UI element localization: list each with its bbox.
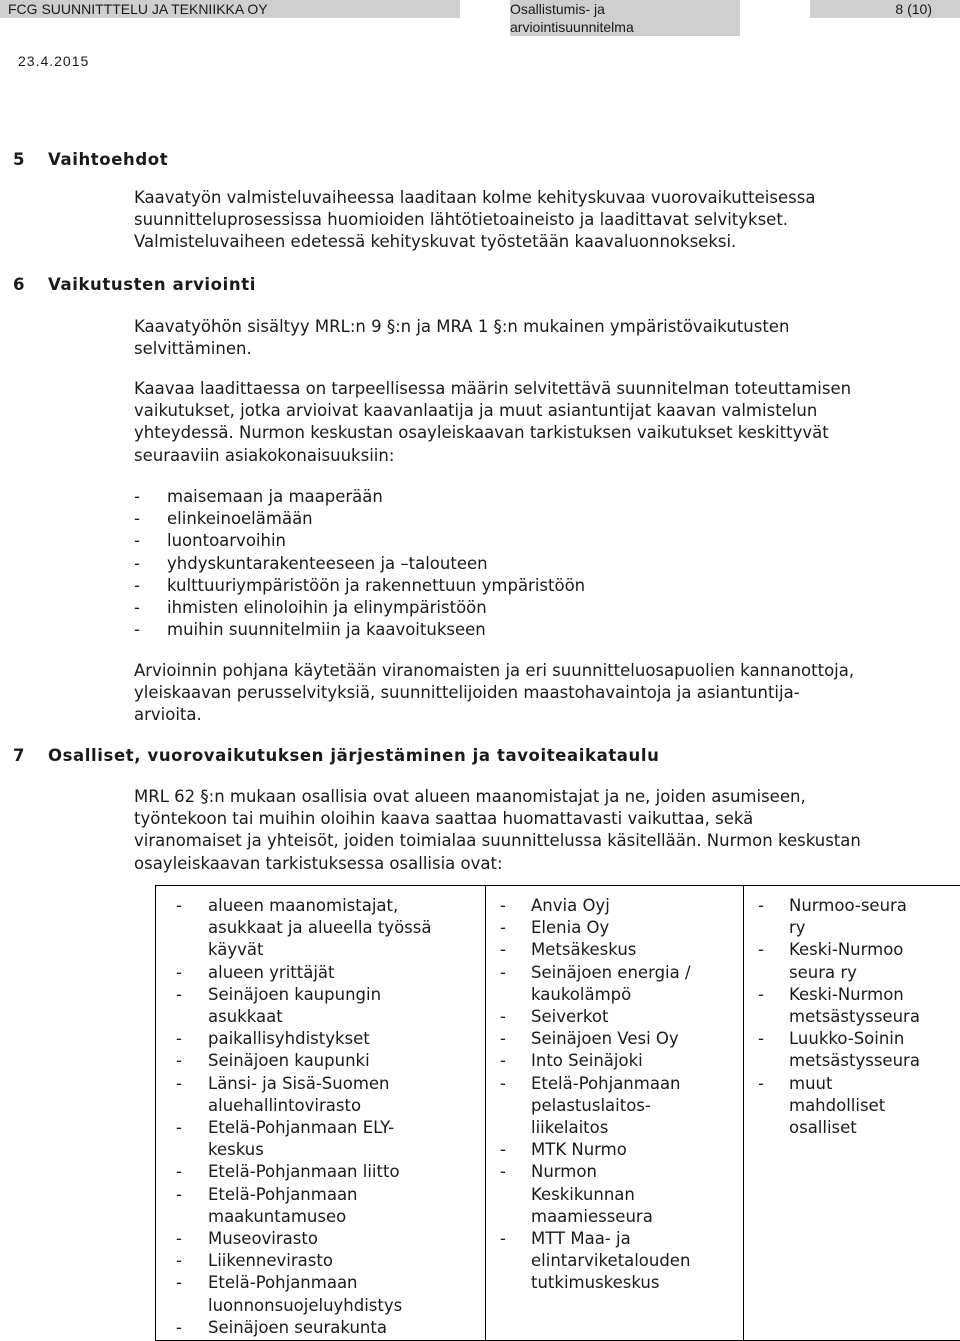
stakeholder-text-line: Keskikunnan [531,1184,635,1204]
list-dash: - [500,1140,506,1160]
stakeholder-text-line: Seinäjoen kaupungin [208,984,382,1004]
section-title: Vaikutusten arviointi [48,275,256,294]
text-line: Arvioinnin pohjana käytetään viranomaisten ja eri suunnitteluosapuolien kannanottoja, [134,661,855,680]
stakeholder-text-line: Keski-Nurmon [789,984,904,1004]
stakeholder-item [486,1161,743,1228]
stakeholder-text-line: Seinäjoen kaupunki [208,1051,370,1071]
impact-areas-list [134,486,585,641]
list-dash: - [134,598,140,618]
stakeholder-item [486,1050,743,1072]
stakeholder-text-line: Nurmon [531,1162,597,1182]
section-6-paragraph-2 [134,378,954,467]
list-dash: - [176,1229,182,1249]
stakeholders-list [156,886,485,1339]
list-dash: - [500,896,506,915]
list-dash: - [500,918,506,938]
stakeholders-column-3 [744,886,960,1340]
list-dash: - [758,984,764,1004]
list-dash: - [176,1051,182,1071]
list-item [134,597,585,619]
list-item-text: luontoarvoihin [167,531,286,551]
stakeholder-text-line: elintarviketalouden [531,1251,691,1271]
list-dash: - [500,1029,506,1049]
list-item-text: maisemaan ja maaperään [167,487,383,506]
stakeholder-item [156,1317,485,1339]
list-item [134,553,585,575]
stakeholder-text-line: asukkaat [208,1007,283,1027]
list-dash: - [176,1251,182,1271]
stakeholder-item [486,1028,743,1050]
stakeholder-text-line: maakuntamuseo [208,1206,347,1226]
stakeholder-item [744,895,960,939]
stakeholders-column-2 [486,886,744,1340]
stakeholder-text-line: mahdolliset [789,1095,886,1115]
section-number: 5 [13,150,26,169]
stakeholder-text-line: kaukolämpö [531,984,632,1004]
list-item [134,508,585,530]
stakeholder-item [486,1073,743,1140]
stakeholders-list [486,886,743,1295]
stakeholder-item [486,1228,743,1295]
list-dash: - [134,531,140,551]
list-dash: - [176,1118,182,1138]
stakeholder-item [486,917,743,939]
stakeholder-text-line: MTK Nurmo [531,1140,627,1160]
header-doc-title [510,0,740,36]
stakeholder-item [744,939,960,983]
stakeholder-item [156,1250,485,1272]
stakeholder-text-line: liikelaitos [531,1118,609,1138]
section-number: 7 [13,746,26,765]
list-dash: - [176,1273,182,1293]
section-7-heading [13,746,660,765]
list-item-text: kulttuuriympäristöön ja rakennettuun ympäristöön [167,575,586,595]
text-line: työntekoon tai muihin oloihin kaava saattaa huomattavasti vaikuttaa, sekä [134,809,754,829]
text-line: Kaavatyön valmisteluvaiheessa laaditaan kolme kehityskuvaa vuorovaikutteisessa [134,188,816,207]
header-doc-title-line: Osallistumis- ja [510,1,605,17]
text-line: Kaavaa laadittaessa on tarpeellisessa määrin selvitettävä suunnitelman toteuttamisen [134,379,852,398]
section-5-heading [13,150,168,169]
stakeholder-text-line: asukkaat ja alueella työssä [208,918,432,938]
stakeholders-table [155,885,960,1341]
section-7-paragraph [134,786,954,875]
text-line: selvittäminen. [134,339,252,359]
stakeholder-text-line: paikallisyhdistykset [208,1029,370,1049]
stakeholder-text-line: Metsäkeskus [531,940,637,960]
list-dash: - [176,1162,182,1182]
stakeholder-text-line: keskus [208,1140,264,1160]
stakeholder-text-line: Museovirasto [208,1229,318,1249]
text-line: viranomaiset ja yhteisöt, joiden toimialaa suunnittelussa käsitellään. Nurmon keskustan [134,831,861,851]
text-line: yhteydessä. Nurmon keskustan osayleiskaavan tarkistuksen vaikutukset keskittyvät [134,423,829,443]
list-dash: - [500,1162,506,1182]
list-item-text: ihmisten elinoloihin ja elinympäristöön [167,598,487,618]
stakeholder-text-line: Etelä-Pohjanmaan ELY- [208,1118,395,1138]
list-dash: - [134,487,140,506]
stakeholder-text-line: Etelä-Pohjanmaan [531,1073,681,1093]
stakeholder-item [486,895,743,917]
list-item-text: muihin suunnitelmiin ja kaavoitukseen [167,620,486,640]
text-line: seuraaviin asiakokonaisuuksiin: [134,445,395,465]
stakeholder-text-line: Seinäjoen seurakunta [208,1317,387,1337]
text-line: vaikutukset, jotka arvioivat kaavanlaatija ja muut asiantuntijat kaavan valmistelun [134,401,818,421]
stakeholder-text-line: maamiesseura [531,1206,653,1226]
text-line: suunnitteluprosessissa huomioiden lähtötietoaineisto ja laadittavat selvitykset. [134,210,789,230]
list-dash: - [134,509,140,529]
stakeholder-text-line: muut [789,1073,833,1093]
stakeholder-item [486,962,743,1006]
stakeholder-text-line: Nurmoo-seura [789,896,907,915]
stakeholder-item [486,939,743,961]
list-item [134,575,585,597]
section-title: Vaihtoehdot [48,150,169,169]
list-item [134,530,585,552]
stakeholder-text-line: osalliset [789,1118,857,1138]
list-dash: - [500,1007,506,1027]
list-dash: - [176,1317,182,1337]
text-line: Kaavatyöhön sisältyy MRL:n 9 §:n ja MRA 1 §:n mukainen ympäristövaikutusten [134,317,790,336]
list-dash: - [500,1051,506,1071]
stakeholder-text-line: Keski-Nurmoo [789,940,904,960]
list-dash: - [134,620,140,640]
section-5-paragraph [134,187,954,254]
text-line: arvioita. [134,705,202,725]
stakeholder-text-line: luonnonsuojeluyhdistys [208,1295,403,1315]
list-dash: - [500,1073,506,1093]
stakeholders-column-1 [156,886,486,1340]
stakeholder-text-line: Etelä-Pohjanmaan [208,1273,358,1293]
list-dash: - [176,1184,182,1204]
stakeholder-text-line: aluehallintovirasto [208,1095,362,1115]
list-dash: - [176,1073,182,1093]
stakeholder-text-line: Seinäjoen Vesi Oy [531,1029,679,1049]
header-page-number: 8 (10) [810,0,960,18]
stakeholder-text-line: alueen yrittäjät [208,962,335,982]
stakeholder-text-line: Elenia Oy [531,918,610,938]
stakeholder-text-line: Liikennevirasto [208,1251,333,1271]
stakeholder-item [486,1139,743,1161]
stakeholder-item [486,1006,743,1028]
list-item [134,619,585,641]
list-dash: - [176,896,182,915]
stakeholder-item [156,1184,485,1228]
stakeholder-item [156,1161,485,1183]
stakeholder-text-line: metsästysseura [789,1007,920,1027]
stakeholder-item [156,1028,485,1050]
list-dash: - [500,1229,506,1249]
list-dash: - [134,553,140,573]
list-dash: - [758,1073,764,1093]
stakeholder-item [744,1028,960,1072]
stakeholder-text-line: ry [789,918,806,938]
text-line: osayleiskaavan tarkistuksessa osallisia ovat: [134,853,503,873]
stakeholder-text-line: Seinäjoen energia / [531,962,691,982]
stakeholder-text-line: Into Seinäjoki [531,1051,643,1071]
stakeholder-item [156,1272,485,1316]
section-6-paragraph-1 [134,316,954,360]
stakeholder-text-line: Luukko-Soinin [789,1029,905,1049]
stakeholder-item [744,984,960,1028]
stakeholder-text-line: pelastuslaitos- [531,1095,651,1115]
section-number: 6 [13,275,26,294]
stakeholder-item [156,1050,485,1072]
stakeholder-item [156,1228,485,1250]
list-dash: - [500,962,506,982]
stakeholder-text-line: Etelä-Pohjanmaan liitto [208,1162,400,1182]
stakeholder-text-line: tutkimuskeskus [531,1273,660,1293]
list-dash: - [176,962,182,982]
stakeholder-text-line: Etelä-Pohjanmaan [208,1184,358,1204]
section-title: Osalliset, vuorovaikutuksen järjestäminen ja tavoiteaikataulu [48,746,660,765]
list-dash: - [758,896,764,915]
stakeholder-text-line: alueen maanomistajat, [208,896,399,915]
stakeholder-item [156,1073,485,1117]
stakeholder-text-line: Länsi- ja Sisä-Suomen [208,1073,390,1093]
header-doc-title-line: arviointisuunnitelma [510,19,634,35]
list-dash: - [758,1029,764,1049]
stakeholder-text-line: käyvät [208,940,264,960]
stakeholder-text-line: metsästysseura [789,1051,920,1071]
text-line: yleiskaavan perusselvityksiä, suunnittelijoiden maastohavaintoja ja asiantuntija- [134,683,800,703]
list-dash: - [176,1029,182,1049]
stakeholder-item [744,1073,960,1140]
stakeholder-item [156,1117,485,1161]
stakeholder-text-line: MTT Maa- ja [531,1229,631,1249]
stakeholder-text-line: seura ry [789,962,857,982]
stakeholder-item [156,962,485,984]
list-dash: - [758,940,764,960]
text-line: Valmisteluvaiheen edetessä kehityskuvat työstetään kaavaluonnokseksi. [134,232,737,252]
section-6-paragraph-3 [134,660,954,727]
section-6-heading [13,275,256,294]
stakeholder-item [156,984,485,1028]
list-item-text: elinkeinoelämään [167,509,313,529]
header-org: FCG SUUNNITTTELU JA TEKNIIKKA OY [0,0,460,18]
list-item-text: yhdyskuntarakenteeseen ja –talouteen [167,553,488,573]
stakeholder-text-line: Seiverkot [531,1007,609,1027]
stakeholder-item [156,895,485,962]
list-dash: - [134,575,140,595]
list-dash: - [500,940,506,960]
text-line: MRL 62 §:n mukaan osallisia ovat alueen maanomistajat ja ne, joiden asumiseen, [134,787,806,806]
list-item [134,486,585,508]
list-dash: - [176,984,182,1004]
stakeholder-text-line: Anvia Oyj [531,896,610,915]
header-date: 23.4.2015 [18,53,90,69]
stakeholders-list [744,886,960,1139]
